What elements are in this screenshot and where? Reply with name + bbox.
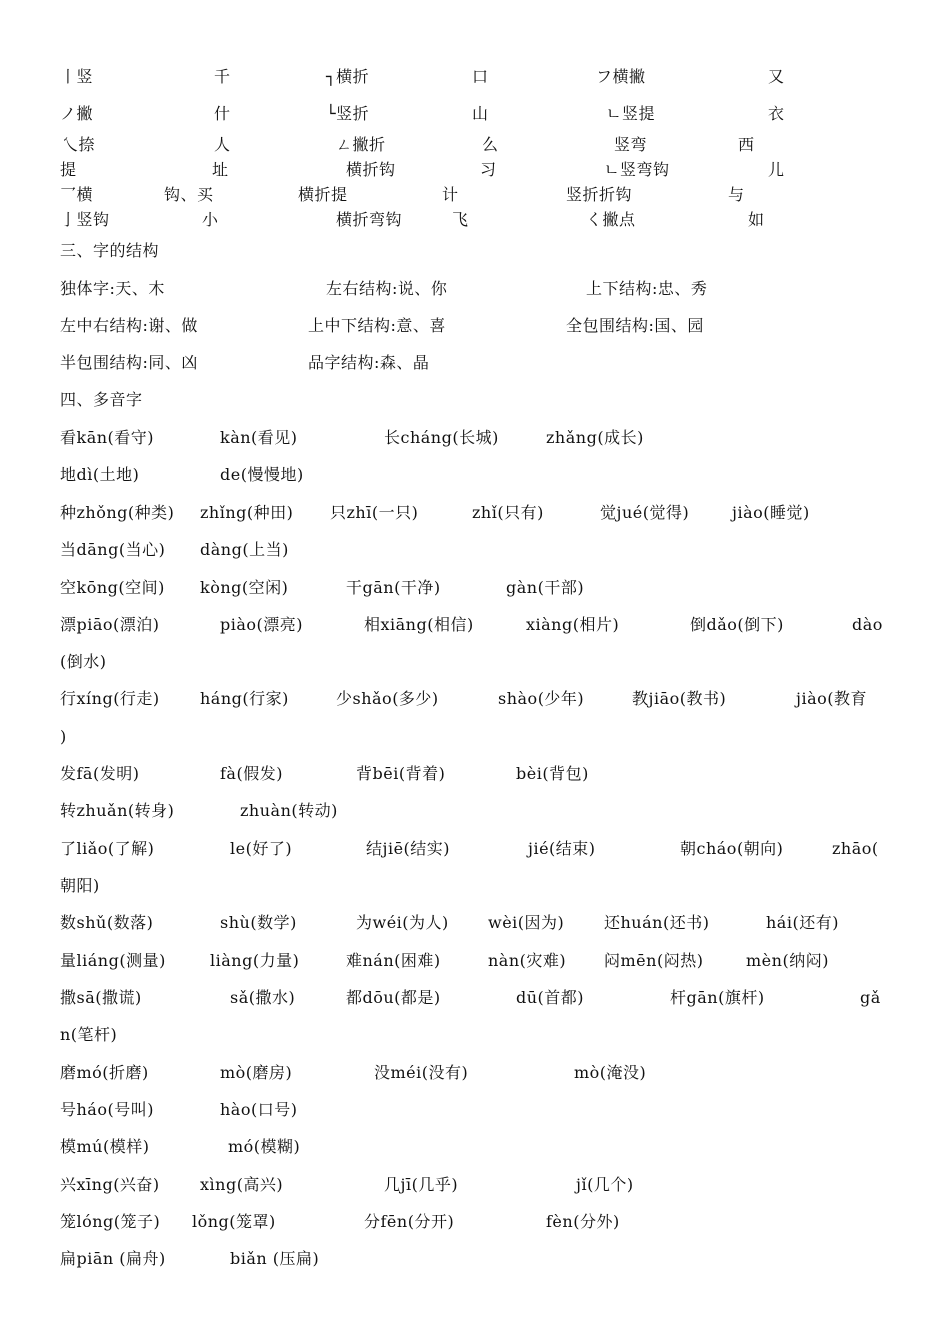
polyphone-entry: nàn(灾难) <box>488 951 567 970</box>
stroke-name: ┐横折 <box>326 67 370 86</box>
polyphone-entry: 号háo(号叫) <box>60 1100 154 1119</box>
stroke-example: 儿 <box>768 160 785 179</box>
polyphone-entry: de(慢慢地) <box>220 465 304 484</box>
polyphone-entry: lǒng(笼罩) <box>192 1212 276 1231</box>
polyphone-entry: 闷mēn(闷热) <box>604 951 704 970</box>
polyphone-entry: gǎ <box>860 988 881 1007</box>
polyphone-entry: piào(漂亮) <box>220 615 304 634</box>
polyphone-entry: hào(口号) <box>220 1100 298 1119</box>
polyphone-entry: 模mú(模样) <box>60 1137 150 1156</box>
polyphone-entry: shù(数学) <box>220 913 297 932</box>
polyphone-entry: 教jiāo(教书) <box>632 689 727 708</box>
polyphone-entry: mèn(纳闷) <box>746 951 829 970</box>
stroke-example: 口 <box>472 67 489 86</box>
polyphone-entry: 长cháng(长城) <box>384 428 499 447</box>
stroke-name: フ横撇 <box>596 67 646 86</box>
polyphone-entry: jǐ(几个) <box>576 1175 634 1194</box>
stroke-name: 横折钩 <box>346 160 396 179</box>
stroke-example: 习 <box>480 160 497 179</box>
polyphone-entry: zhǎng(成长) <box>546 428 644 447</box>
polyphone-entry: 朝阳) <box>60 876 100 895</box>
polyphone-entry: 发fā(发明) <box>60 764 140 783</box>
polyphone-entry: 分fēn(分开) <box>364 1212 455 1231</box>
structure-item: 独体字:天、木 <box>60 279 165 298</box>
polyphone-entry: 扁piān (扁舟) <box>60 1249 166 1268</box>
polyphone-entry: jiào(教育 <box>796 689 867 708</box>
stroke-example: 飞 <box>452 210 469 229</box>
stroke-name: 竖折折钩 <box>566 185 633 204</box>
polyphone-entry: 种zhǒng(种类) <box>60 503 175 522</box>
polyphone-entry: mò(淹没) <box>574 1063 647 1082</box>
stroke-name: 竖弯 <box>614 135 648 154</box>
polyphone-entry: 干gān(干净) <box>346 578 441 597</box>
section-heading: 三、字的结构 <box>60 241 160 260</box>
polyphone-entry: 兴xīng(兴奋) <box>60 1175 160 1194</box>
polyphone-entry: 还huán(还书) <box>604 913 710 932</box>
polyphone-entry: (倒水) <box>60 652 107 671</box>
polyphone-entry: sǎ(撒水) <box>230 988 296 1007</box>
polyphone-entry: ) <box>60 727 67 746</box>
polyphone-entry: wèi(因为) <box>488 913 565 932</box>
stroke-example: 计 <box>442 185 459 204</box>
stroke-name: 丨竖 <box>60 67 94 86</box>
polyphone-entry: 行xíng(行走) <box>60 689 160 708</box>
polyphone-entry: n(笔杆) <box>60 1025 118 1044</box>
polyphone-entry: 为wéi(为人) <box>356 913 449 932</box>
polyphone-entry: 空kōng(空间) <box>60 578 165 597</box>
polyphone-entry: 地dì(土地) <box>60 465 140 484</box>
structure-item: 品字结构:森、晶 <box>308 353 430 372</box>
polyphone-entry: dū(首都) <box>516 988 585 1007</box>
polyphone-entry: fà(假发) <box>220 764 283 783</box>
polyphone-entry: 看kān(看守) <box>60 428 155 447</box>
polyphone-entry: 没méi(没有) <box>374 1063 469 1082</box>
stroke-name: 乀捺 <box>62 135 96 154</box>
polyphone-entry: jiào(睡觉) <box>732 503 810 522</box>
structure-item: 上下结构:忠、秀 <box>586 279 708 298</box>
polyphone-entry: kòng(空闲) <box>200 578 289 597</box>
polyphone-entry: zhǐng(种田) <box>200 503 294 522</box>
stroke-name: └竖折 <box>326 104 370 123</box>
polyphone-entry: 转zhuǎn(转身) <box>60 801 175 820</box>
stroke-name: ノ撇 <box>60 104 94 123</box>
section-heading: 四、多音字 <box>60 390 143 409</box>
polyphone-entry: háng(行家) <box>200 689 289 708</box>
stroke-example: 如 <box>748 210 765 229</box>
stroke-example: 人 <box>214 135 231 154</box>
stroke-example: 什 <box>214 104 231 123</box>
polyphone-entry: 数shǔ(数落) <box>60 913 154 932</box>
stroke-example: 千 <box>214 67 231 86</box>
polyphone-entry: zhuàn(转动) <box>240 801 338 820</box>
stroke-example: 又 <box>768 67 785 86</box>
stroke-name: ㄴ竖弯钩 <box>604 160 670 179</box>
stroke-example: 址 <box>212 160 229 179</box>
polyphone-entry: le(好了) <box>230 839 293 858</box>
polyphone-entry: 只zhī(一只) <box>330 503 419 522</box>
polyphone-entry: 杆gān(旗杆) <box>670 988 765 1007</box>
polyphone-entry: gàn(干部) <box>506 578 585 597</box>
polyphone-entry: 背bēi(背着) <box>356 764 446 783</box>
polyphone-entry: 漂piāo(漂泊) <box>60 615 160 634</box>
stroke-name: 乛横 <box>60 185 94 204</box>
stroke-name: 横折提 <box>298 185 348 204</box>
polyphone-entry: 觉jué(觉得) <box>600 503 690 522</box>
polyphone-entry: kàn(看见) <box>220 428 298 447</box>
polyphone-entry: 倒dǎo(倒下) <box>690 615 784 634</box>
polyphone-entry: 笼lóng(笼子) <box>60 1212 161 1231</box>
structure-item: 全包围结构:国、园 <box>566 316 704 335</box>
polyphone-entry: mò(磨房) <box>220 1063 293 1082</box>
structure-item: 左中右结构:谢、做 <box>60 316 198 335</box>
polyphone-entry: 结jiē(结实) <box>366 839 451 858</box>
structure-item: 半包围结构:同、凶 <box>60 353 198 372</box>
polyphone-entry: 相xiāng(相信) <box>364 615 474 634</box>
stroke-example: 小 <box>202 210 219 229</box>
polyphone-entry: zhǐ(只有) <box>472 503 544 522</box>
structure-item: 上中下结构:意、喜 <box>308 316 446 335</box>
polyphone-entry: shào(少年) <box>498 689 585 708</box>
polyphone-entry: bèi(背包) <box>516 764 589 783</box>
polyphone-entry: zhāo( <box>832 839 879 858</box>
structure-item: 左右结构:说、你 <box>326 279 448 298</box>
polyphone-entry: xìng(高兴) <box>200 1175 284 1194</box>
polyphone-entry: liàng(力量) <box>210 951 300 970</box>
polyphone-entry: 了liǎo(了解) <box>60 839 155 858</box>
stroke-example: 山 <box>472 104 489 123</box>
stroke-name: 亅竖钩 <box>60 210 110 229</box>
polyphone-entry: biǎn (压扁) <box>230 1249 320 1268</box>
polyphone-entry: 少shǎo(多少) <box>336 689 439 708</box>
stroke-example: 西 <box>738 135 755 154</box>
polyphone-entry: 都dōu(都是) <box>346 988 441 1007</box>
stroke-example: 衣 <box>768 104 785 123</box>
stroke-name: ㄴ竖提 <box>606 104 655 123</box>
polyphone-entry: 难nán(困难) <box>346 951 441 970</box>
polyphone-entry: dàng(上当) <box>200 540 289 559</box>
stroke-name: 横折弯钩 <box>336 210 403 229</box>
polyphone-entry: 朝cháo(朝向) <box>680 839 784 858</box>
polyphone-entry: 量liáng(测量) <box>60 951 166 970</box>
stroke-name: 提 <box>60 160 77 179</box>
stroke-example: 与 <box>728 185 745 204</box>
polyphone-entry: 磨mó(折磨) <box>60 1063 149 1082</box>
polyphone-entry: hái(还有) <box>766 913 839 932</box>
polyphone-entry: fèn(分外) <box>546 1212 620 1231</box>
stroke-name: ㄥ撇折 <box>336 135 386 154</box>
polyphone-entry: 撒sā(撒谎) <box>60 988 142 1007</box>
polyphone-entry: 当dāng(当心) <box>60 540 166 559</box>
polyphone-entry: 几jī(几乎) <box>384 1175 459 1194</box>
stroke-name: く撇点 <box>586 210 636 229</box>
polyphone-entry: dào <box>852 615 883 634</box>
polyphone-entry: jié(结束) <box>528 839 596 858</box>
stroke-example: 钩、买 <box>164 185 214 204</box>
polyphone-entry: xiàng(相片) <box>526 615 620 634</box>
stroke-example: 么 <box>482 135 499 154</box>
polyphone-entry: mó(模糊) <box>228 1137 301 1156</box>
